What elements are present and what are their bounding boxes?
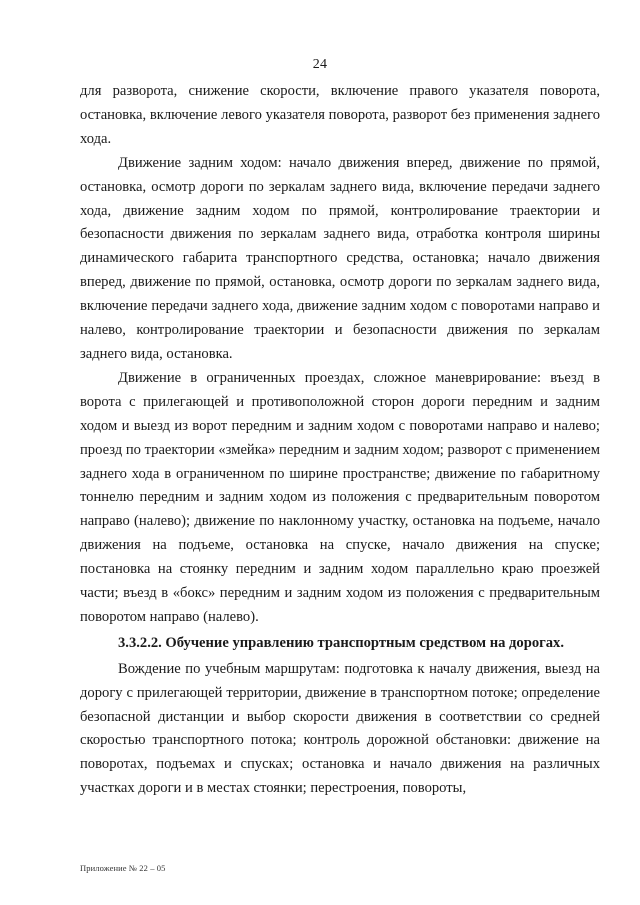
- paragraph-continuation: для разворота, снижение скорости, включение правого указателя поворота, остановка, включение левого указателя поворота, разворот без применения заднего хода.: [80, 83, 600, 147]
- paragraph-restricted-passages: Движение в ограниченных проездах, сложное маневрирование: въезд в ворота с прилегающей и противоположной сторон дороги передним и задним ходом и выезд из ворот передним и задним ходом с поворотами направо и налево; проезд по траектории «змейка» передним и задним ходом; разворот с применением заднего хода в ограниченном по ширине пространстве; движение по габаритному тоннелю передним и задним ходом из положения с предварительным поворотом направо (налево); движение по наклонному участку, остановка на подъеме, начало движения на подъеме, остановка на спуске, начало движения на спуске; постановка на стоянку передним и задним ходом параллельно краю проезжей части; въезд в «бокс» передним и задним ходом из положения с предварительным поворотом направо (налево).: [80, 369, 600, 625]
- page-number: 24: [312, 57, 328, 72]
- paragraph-reverse-driving: Движение задним ходом: начало движения вперед, движение по прямой, остановка, осмотр дороги по зеркалам заднего вида, включение передачи заднего хода, движение задним ходом по прямой, контролирование траектории и безопасности движения по зеркалам заднего вида, отработка контроля ширины динамического габарита транспортного средства, остановка; начало движения вперед, движение по прямой, остановка, осмотр дороги по зеркалам заднего вида, включение передачи заднего хода, движение задним ходом с поворотами направо и налево, контролирование траектории и безопасности движения по зеркалам заднего вида, остановка.: [80, 154, 600, 362]
- paragraph-training-routes: Вождение по учебным маршрутам: подготовка к началу движения, выезд на дорогу с прилегающей территории, движение в транспортном потоке; определение безопасной дистанции и выбор скорости движения в соответствии со средней скоростью транспортного потока; контроль дорожной обстановки: движение на поворотах, подъемах и спусках; остановка и начало движения на различных участках дороги и в местах стоянки; перестроения, повороты,: [80, 660, 600, 797]
- section-heading: 3.3.2.2. Обучение управлению транспортным средством на дорогах.: [118, 634, 565, 651]
- footer-annex-label: Приложение № 22 – 05: [80, 863, 166, 873]
- document-body: [80, 80, 600, 801]
